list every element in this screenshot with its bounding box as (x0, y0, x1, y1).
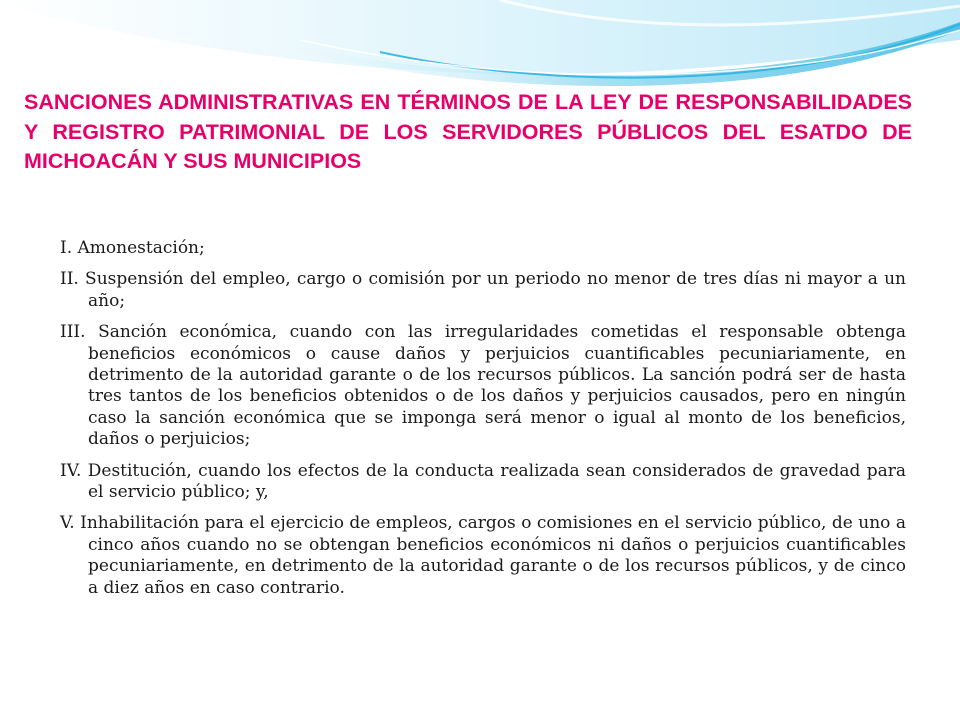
sanctions-list (60, 238, 906, 609)
sanction-item-4: IV. Destitución, cuando los efectos de la conducta realizada sean considerados de gravedad para el servicio público; y, (60, 460, 906, 503)
slide-title: SANCIONES ADMINISTRATIVAS EN TÉRMINOS DE LA LEY DE RESPONSABILIDADES Y REGISTRO PATRIMONIAL DE LOS SERVIDORES PÚBLICOS DEL ESATDO DE MICHOACÁN Y SUS MUNICIPIOS (24, 90, 912, 173)
sanction-item-3: III. Sanción económica, cuando con las irregularidades cometidas el responsable obtenga beneficios económicos o cause daños y perjuicios cuantificables pecuniariamente, en detrimento de la autoridad garante o de los recursos públicos. La sanción podrá ser de hasta tres tantos de los beneficios obtenidos o de los daños y perjuicios causados, pero en ningún caso la sanción económica que se imponga será menor o igual al monto de los beneficios, daños o perjuicios; (60, 322, 906, 450)
sanction-item-1: I. Amonestación; (60, 238, 205, 258)
sanction-item-2: II. Suspensión del empleo, cargo o comisión por un periodo no menor de tres días ni mayor a un año; (60, 269, 906, 311)
decorative-wave-header (0, 0, 960, 95)
sanction-item-5: V. Inhabilitación para el ejercicio de empleos, cargos o comisiones en el servicio público, de uno a cinco años cuando no se obtengan beneficios económicos ni daños o perjuicios cuantificables pecuniariamente, en detrimento de la autoridad garante o de los recursos públicos, y de cinco a diez años en caso contrario. (60, 513, 906, 598)
